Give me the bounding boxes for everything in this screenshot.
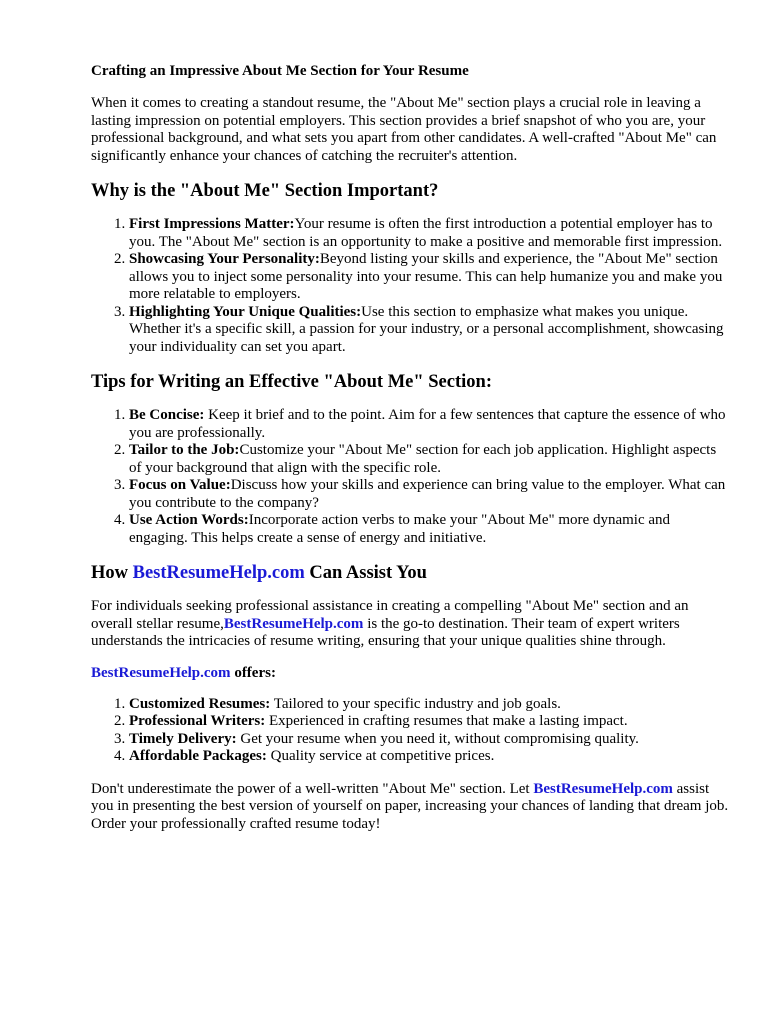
bestresumehelp-link[interactable]: BestResumeHelp.com	[132, 563, 305, 583]
list-item-text: Keep it brief and to the point. Aim for a few sentences that capture the essence of who you are professionally.	[129, 407, 726, 441]
assist-paragraph-prefix: For individuals seeking professional assistance in creating a compelling "About Me" section and an overall stellar resume,	[91, 598, 689, 632]
list-item	[129, 748, 731, 766]
list-item	[129, 477, 731, 512]
offers-label	[91, 665, 731, 682]
bestresumehelp-link[interactable]: BestResumeHelp.com	[91, 664, 231, 681]
offers-word: offers:	[230, 664, 276, 681]
list-item-term: Use Action Words:	[129, 512, 249, 528]
list-item	[129, 216, 731, 251]
assist-heading	[91, 562, 731, 584]
list-item	[129, 696, 731, 714]
assist-heading-suffix: Can Assist You	[304, 563, 427, 583]
tips-heading: Tips for Writing an Effective "About Me" Section:	[91, 372, 492, 392]
why-heading: Why is the "About Me" Section Important?	[91, 181, 439, 201]
list-item-term: Showcasing Your Personality:	[129, 251, 320, 267]
list-item-term: Highlighting Your Unique Qualities:	[129, 303, 362, 320]
list-item-text: Incorporate action verbs to make your "About Me" more dynamic and engaging. This helps create a sense of energy and initiative.	[129, 512, 671, 546]
list-item-term: Professional Writers:	[129, 713, 266, 729]
list-item-text: Discuss how your skills and experience can bring value to the employer. What can you contribute to the company?	[129, 477, 726, 511]
closing-suffix: assist you in presenting the best version of yourself on paper, increasing your chances of landing that dream job. Order your professionally crafted resume today!	[91, 780, 729, 832]
closing-prefix: Don't underestimate the power of a well-written "About Me" section. Let	[91, 780, 534, 797]
list-item-text: Tailored to your specific industry and job goals.	[270, 695, 561, 712]
list-item-term: Focus on Value:	[129, 477, 231, 493]
list-item	[129, 251, 731, 304]
closing-paragraph	[91, 781, 731, 834]
list-item-term: Timely Delivery:	[129, 730, 237, 747]
assist-paragraph-suffix: is the go-to destination. Their team of expert writers understands the intricacies of resume writing, ensuring that your unique qualities shine through.	[91, 615, 680, 649]
list-item-term: Affordable Packages:	[129, 748, 267, 764]
list-item-text: Quality service at competitive prices.	[266, 748, 495, 764]
assist-paragraph	[91, 598, 731, 651]
list-item	[129, 442, 731, 477]
list-item-text: Get your resume when you need it, without compromising quality.	[236, 730, 639, 747]
bestresumehelp-link[interactable]: BestResumeHelp.com	[223, 615, 364, 632]
document-page	[91, 62, 731, 833]
list-item-term: Tailor to the Job:	[129, 442, 240, 458]
list-item-text: Beyond listing your skills and experience, the "About Me" section allows you to inject some personality into your resume. This can help humanize you and make you more relatable to employers.	[129, 251, 723, 302]
offers-list	[91, 696, 731, 766]
list-item-text: Use this section to emphasize what makes you unique. Whether it's a specific skill, a passion for your industry, or a personal accomplishment, showcasing your individuality can set you apart.	[129, 303, 724, 355]
list-item	[129, 304, 731, 357]
document-title: Crafting an Impressive About Me Section for Your Resume	[91, 63, 469, 79]
bestresumehelp-link[interactable]: BestResumeHelp.com	[533, 780, 673, 797]
list-item-text: Customize your "About Me" section for each job application. Highlight aspects of your background that align with the specific role.	[129, 442, 717, 476]
list-item-term: First Impressions Matter:	[129, 216, 295, 232]
list-item	[129, 407, 731, 442]
list-item	[129, 512, 731, 547]
why-list	[91, 216, 731, 356]
intro-paragraph: When it comes to creating a standout resume, the "About Me" section plays a crucial role in leaving a lasting impression on potential employers. This section provides a brief snapshot of who you are, your professional background, and what sets you apart from other candidates. A well-crafted "About Me" can significantly enhance your chances of catching the recruiter's attention.	[91, 95, 717, 164]
list-item-text: Your resume is often the first introduction a potential employer has to you. The "About Me" section is an opportunity to make a positive and memorable first impression.	[129, 216, 723, 250]
list-item-term: Be Concise:	[129, 407, 205, 423]
assist-heading-prefix: How	[91, 563, 133, 583]
list-item	[129, 731, 731, 749]
tips-list	[91, 407, 731, 547]
list-item-term: Customized Resumes:	[129, 695, 271, 712]
list-item	[129, 713, 731, 731]
list-item-text: Experienced in crafting resumes that make a lasting impact.	[265, 713, 628, 729]
